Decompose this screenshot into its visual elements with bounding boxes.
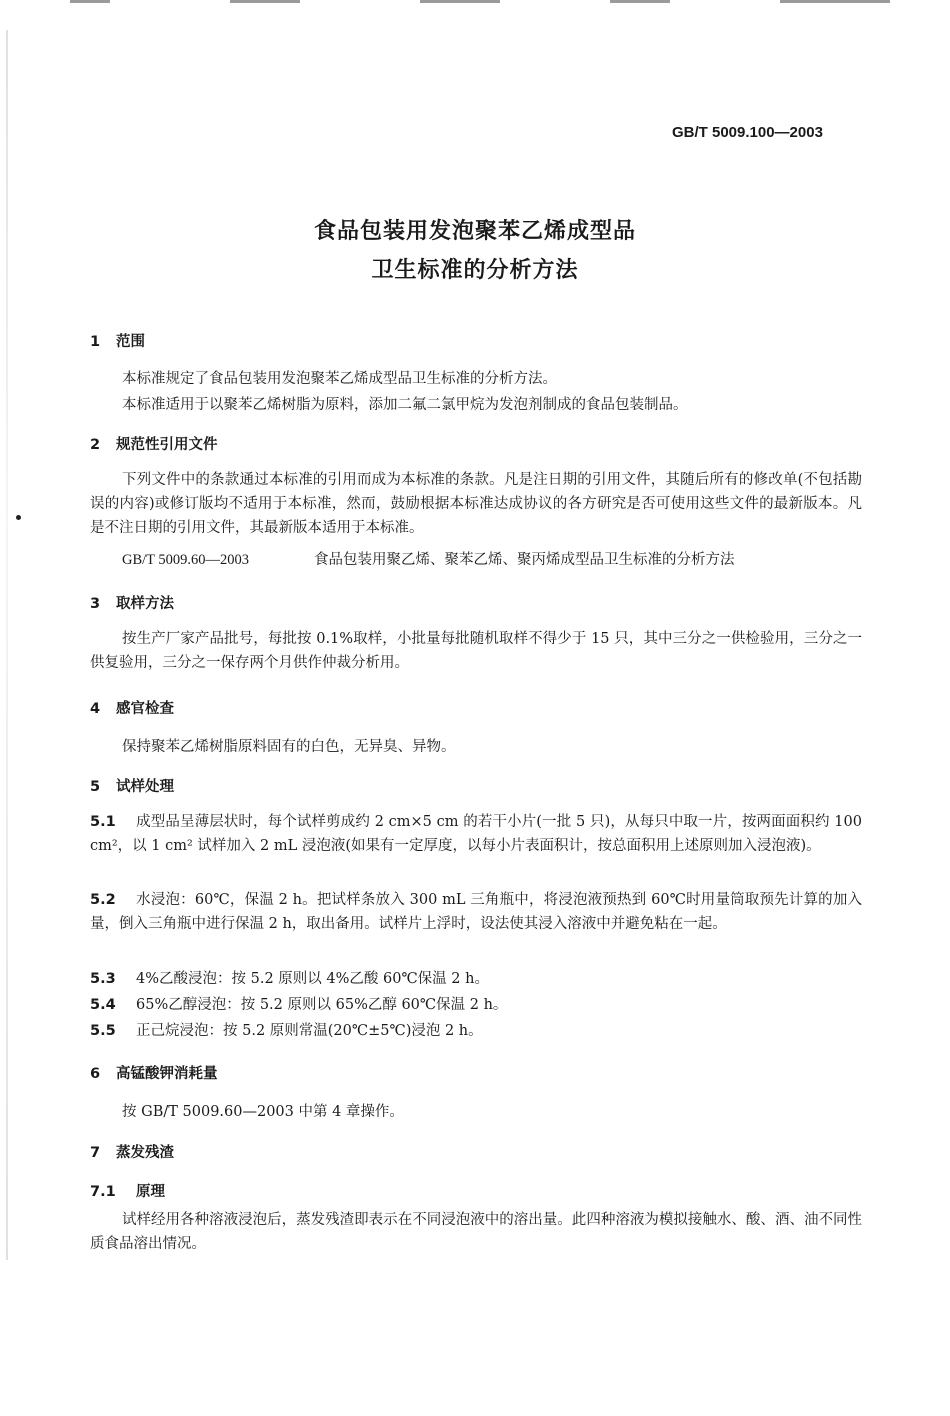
reference-code: GB/T 5009.60—2003 xyxy=(122,552,250,568)
document-title-line2: 卫生标准的分析方法 xyxy=(371,258,579,283)
section-heading-sampling: 3 取样方法 xyxy=(90,596,174,612)
section-heading-sensory-inspection: 4 感官检查 xyxy=(90,701,174,717)
document-title-line1: 食品包装用发泡聚苯乙烯成型品 xyxy=(313,219,636,244)
subclause-text: 正己烷浸泡：按 5.2 原则常温(20℃±5℃)浸泡 2 h。 xyxy=(136,1023,483,1039)
scan-speck xyxy=(16,515,21,520)
references-paragraph: 下列文件中的条款通过本标准的引用而成为本标准的条款。凡是注日期的引用文件，其随后所有的修改单(不包括勘误的内容)或修订版均不适用于本标准，然而，鼓励根据本标准达成协议的各方研究是否可使用这些文件的最新版本。凡是不注日期的引用文件，其最新版本适用于本标准。 xyxy=(90,472,862,536)
principle-paragraph: 试样经用各种溶液浸泡后，蒸发残渣即表示在不同浸泡液中的溶出量。此四种溶液为模拟接触水、酸、酒、油不同性质食品溶出情况。 xyxy=(90,1212,862,1252)
reference-entry xyxy=(122,548,735,569)
subclause-number: 5.1 xyxy=(90,814,116,830)
section-heading-scope: 1 范围 xyxy=(90,334,145,350)
subclause-number: 5.5 xyxy=(90,1023,116,1039)
scope-paragraph-2: 本标准适用于以聚苯乙烯树脂为原料，添加二氟二氯甲烷为发泡剂制成的食品包装制品。 xyxy=(122,397,688,413)
permanganate-paragraph: 按 GB/T 5009.60—2003 中第 4 章操作。 xyxy=(122,1104,404,1120)
subclause-5-5 xyxy=(90,1019,483,1040)
reference-title: 食品包装用聚乙烯、聚苯乙烯、聚丙烯成型品卫生标准的分析方法 xyxy=(314,552,735,568)
subclause-number: 5.3 xyxy=(90,971,116,987)
sensory-paragraph: 保持聚苯乙烯树脂原料固有的白色，无异臭、异物。 xyxy=(122,739,456,755)
subclause-5-1 xyxy=(90,810,862,858)
subclause-5-4 xyxy=(90,993,507,1014)
subclause-5-2 xyxy=(90,888,862,936)
standard-code: GB/T 5009.100—2003 xyxy=(672,124,823,141)
subclause-text: 4%乙酸浸泡：按 5.2 原则以 4%乙酸 60℃保温 2 h。 xyxy=(136,971,489,987)
section-heading-permanganate-consumption: 6 高锰酸钾消耗量 xyxy=(90,1066,218,1082)
subclause-title: 原理 xyxy=(136,1184,165,1200)
section-heading-evaporation-residue: 7 蒸发残渣 xyxy=(90,1145,174,1161)
scan-artifact-top xyxy=(0,0,950,8)
scope-paragraph-1: 本标准规定了食品包装用发泡聚苯乙烯成型品卫生标准的分析方法。 xyxy=(122,371,557,387)
subclause-number: 5.4 xyxy=(90,997,116,1013)
subclause-text: 成型品呈薄层状时，每个试样剪成约 2 cm×5 cm 的若干小片(一批 5 只)，从每只中取一片，按两面面积约 100 cm²，以 1 cm² 试样加入 2 mL 浸泡液(如果有一定厚度，以每小片表面积计，按总面积用上述原则加入浸泡液)。 xyxy=(90,814,862,854)
subclause-7-1-heading xyxy=(90,1180,165,1201)
subclause-5-3 xyxy=(90,967,489,988)
subclause-text: 水浸泡：60℃，保温 2 h。把试样条放入 300 mL 三角瓶中，将浸泡液预热到 60℃时用量筒取预先计算的加入量，倒入三角瓶中进行保温 2 h，取出备用。试样片上浮时，设法使其浸入溶液中并避免粘在一起。 xyxy=(90,892,862,932)
subclause-number: 7.1 xyxy=(90,1184,116,1200)
subclause-number: 5.2 xyxy=(90,892,116,908)
subclause-text: 65%乙醇浸泡：按 5.2 原则以 65%乙醇 60℃保温 2 h。 xyxy=(136,997,508,1013)
section-heading-sample-treatment: 5 试样处理 xyxy=(90,779,174,795)
sampling-paragraph: 按生产厂家产品批号，每批按 0.1%取样，小批量每批随机取样不得少于 15 只，其中三分之一供检验用，三分之一供复验用，三分之一保存两个月供作仲裁分析用。 xyxy=(90,631,862,671)
section-heading-normative-references: 2 规范性引用文件 xyxy=(90,437,218,453)
